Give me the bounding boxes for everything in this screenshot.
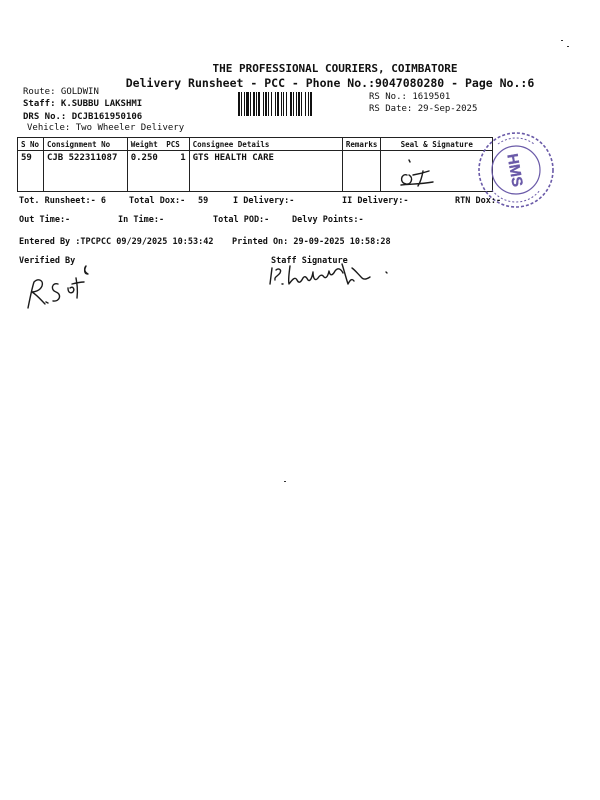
cell-weight: 0.250 [127,151,163,192]
col-sno: S No [18,138,44,151]
barcode [238,92,364,116]
barcode-bar [283,92,284,116]
out-time: Out Time:- [19,215,71,225]
cell-sno: 59 [18,151,44,192]
cell-consignee: GTS HEALTH CARE [189,151,342,192]
total-dox-value: 59 [198,196,209,206]
barcode-bar [281,92,282,116]
total-dox-label: Total Dox:- [129,196,186,206]
verifier-signature [18,258,108,318]
barcode-bar [305,92,306,116]
delivery-points: Delvy Points:- [292,215,364,225]
barcode-bar [258,92,260,116]
col-seal-signature: Seal & Signature [381,138,493,151]
ii-delivery: II Delivery:- [342,196,409,206]
barcode-bar [290,92,292,116]
company-title: THE PROFESSIONAL COURIERS, COIMBATORE [212,62,458,75]
staff-signature [266,256,396,292]
staff-signature-label: Staff Signature [271,256,348,266]
drs-number: DRS No.: DCJB161950106 [23,112,143,122]
rtn-dox: RTN Dox:- [455,196,502,206]
cell-remarks [342,151,381,192]
table-header-row [18,138,493,151]
barcode-bar [308,92,309,116]
barcode-bar [238,92,240,116]
barcode-bar [250,92,251,116]
barcode-bar [275,92,276,116]
entered-by: Entered By :TPCPCC 09/29/2025 10:53:42 [19,237,214,247]
barcode-bar [310,92,312,116]
i-delivery: I Delivery:- [233,196,295,206]
col-weight: Weight [127,138,163,151]
barcode-bar [277,92,279,116]
seal-text: HMS [503,152,526,189]
barcode-bar [253,92,255,116]
total-pod: Total POD:- [213,215,270,225]
col-consignment: Consignment No [43,138,127,151]
rs-number: RS No.: 1619501 [369,92,451,102]
barcode-bar [298,92,300,116]
cell-consignment: CJB 522311087 [43,151,127,192]
barcode-bar [293,92,294,116]
barcode-bar [244,92,245,116]
barcode-bar [246,92,249,116]
vehicle-label: Vehicle: Two Wheeler Delivery [27,123,185,133]
barcode-bar [296,92,297,116]
cell-pcs: 1 [163,151,189,192]
receiver-mark [395,157,440,191]
printed-on: Printed On: 29-09-2025 10:58:28 [232,237,391,247]
total-runsheet: Tot. Runsheet:- 6 [19,196,106,206]
verified-by-label: Verified By [19,256,76,266]
barcode-bar [263,92,264,116]
barcode-bar [241,92,242,116]
in-time: In Time:- [118,215,165,225]
col-pcs: PCS [163,138,189,151]
barcode-bar [301,92,302,116]
route-label: Route: GOLDWIN [23,87,99,97]
barcode-bar [256,92,257,116]
barcode-bar [271,92,272,116]
barcode-bar [268,92,269,116]
barcode-bar [286,92,287,116]
staff-label: Staff: K.SUBBU LAKSHMI [23,99,143,109]
barcode-bar [265,92,267,116]
rs-date: RS Date: 29-Sep-2025 [369,104,478,114]
col-remarks: Remarks [342,138,381,151]
runsheet-subtitle: Delivery Runsheet - PCC - Phone No.:9047080280 - Page No.:6 [125,76,535,90]
col-consignee: Consignee Details [189,138,342,151]
